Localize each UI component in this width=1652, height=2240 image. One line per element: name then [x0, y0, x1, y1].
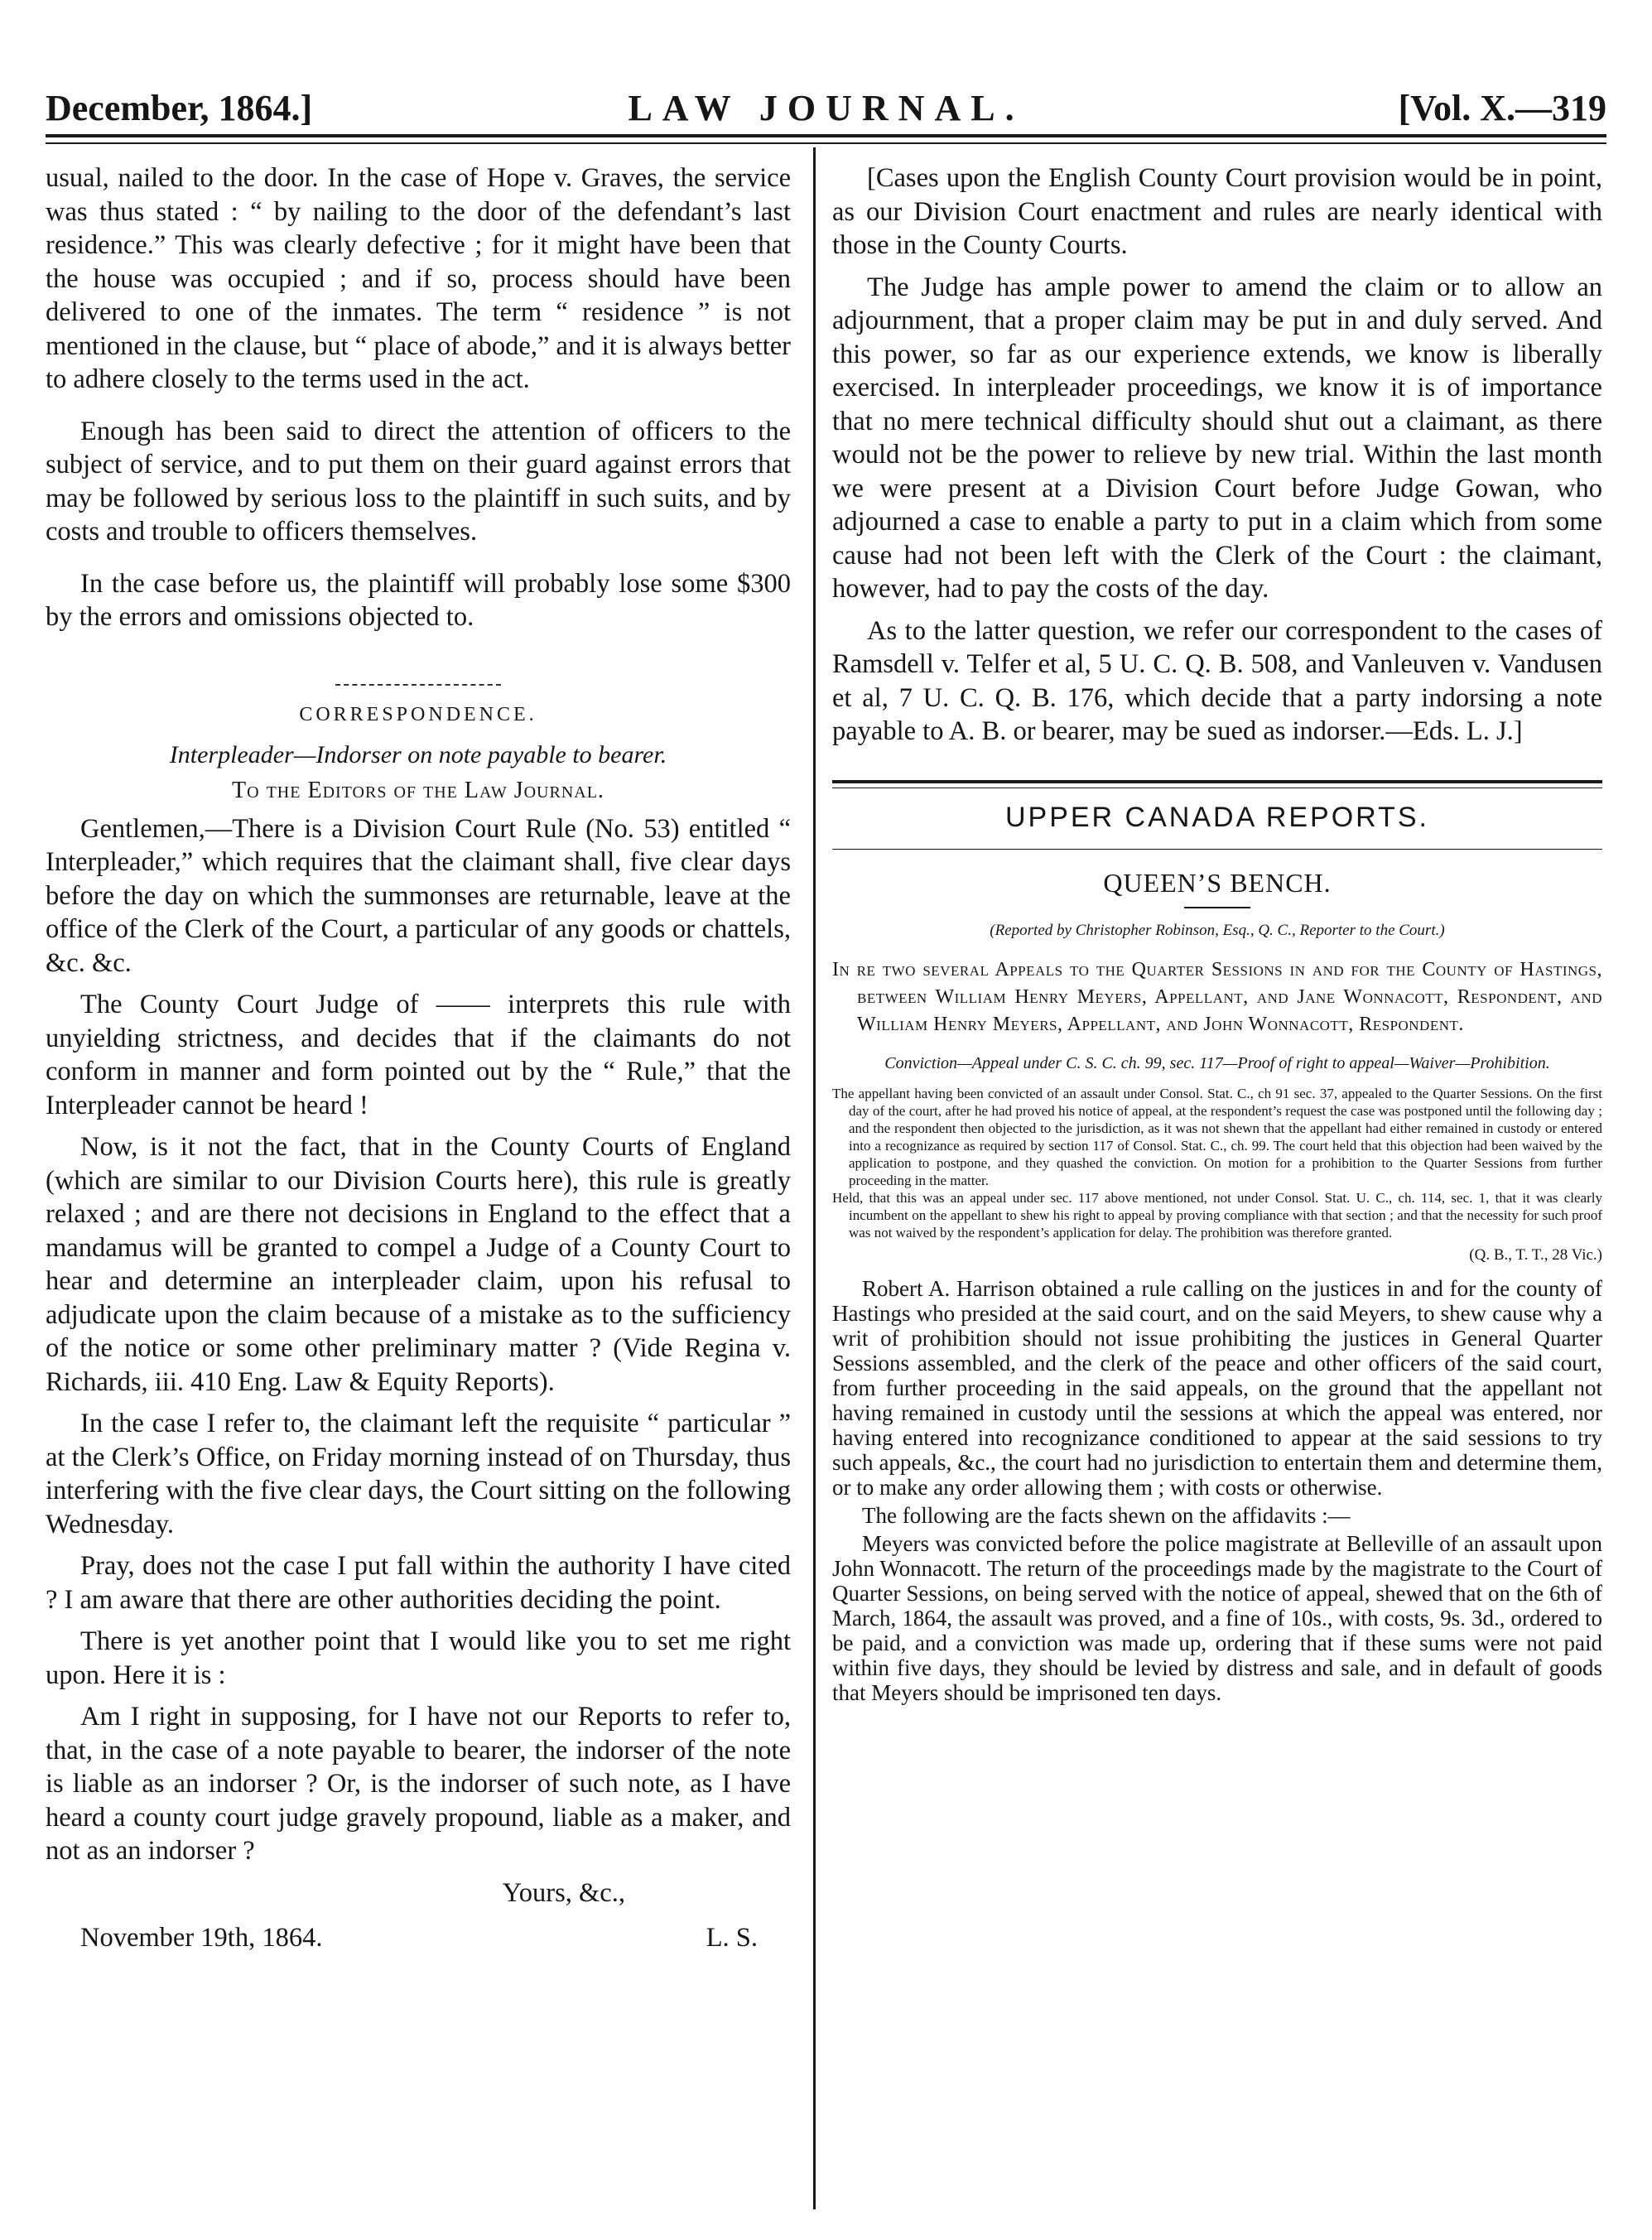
right-column — [832, 161, 1602, 1705]
headnote-paragraph: Held, that this was an appeal under sec. 117 above mentioned, not under Consol. Stat. U. C., ch. 114, sec. 1, that it was clearly incumbent on the appellant to shew his right to appeal by proving compliance with that section ; and that the necessity for such proof was not waived by the respondent’s application for delay. The prohibition was therefore granted. — [832, 1189, 1602, 1240]
letter-signoff — [46, 1921, 791, 1955]
section-title: UPPER CANADA REPORTS. — [1004, 801, 1430, 833]
report-paragraph: Robert A. Harrison obtained a rule calling on the justices in and for the county of Hastings who presided at the said court, and on the said Meyers, to shew cause why a writ of prohibition should not issue prohibiting the justices in General Quarter Sessions assembled, and the clerk of the peace and other officers of the said court, from further proceeding in the said appeals, on the ground that the appellant not having remained in custody until the sessions at which the appeal was entered, nor having entered into recognizance conditioned to appear at the said sessions to try such appeals, &c., the court had no jurisdiction to entertain them and determine them, or to make any order allowing them ; with costs or otherwise. — [832, 1275, 1602, 1500]
volume-page-number: [Vol. X.—319 — [1398, 88, 1606, 128]
section-separator — [335, 684, 501, 686]
letter-paragraph: The County Court Judge of —— interprets this rule with unyielding strictness, and decides that if the claimants do not conform in manner and form pointed out by the “ Rule,” that the Interpleader cannot be heard ! — [46, 990, 791, 1120]
letter-closing: Yours, &c., — [502, 1877, 625, 1908]
letter-paragraph: Am I right in supposing, for I have not our Reports to refer to, that, in the case of a note payable to bearer, the indorser of the note is liable as an indorser ? Or, is the indorser of such note, as I have heard a county court judge gravely propound, liable as a maker, and not as an indorser ? — [46, 1702, 791, 1866]
reporter-line: (Reported by Christopher Robinson, Esq., Q. C., Reporter to the Court.) — [990, 921, 1445, 939]
letter-paragraph: Pray, does not the case I put fall within the authority I have cited ? I am aware that there are other authorities deciding the point. — [46, 1551, 791, 1615]
report-paragraph: Meyers was convicted before the police magistrate at Belleville of an assault upon John Wonnacott. The return of the proceedings made by the magistrate to the Court of Quarter Sessions, on being served with the notice of appeal, shewed that on the 6th of March, 1864, the assault was proved, and a fine of 10s., with costs, 9s. 3d., ordered to be paid, and a conviction was made up, ordering that if these sums were not paid within five days, they should be levied by distress and sale, and in default of goods that Meyers should be imprisoned ten days. — [832, 1530, 1602, 1705]
case-subject: Conviction—Appeal under C. S. C. ch. 99, sec. 117—Proof of right to appeal—Waiver—Prohibition. — [884, 1053, 1550, 1072]
left-column — [46, 161, 791, 1955]
letter-paragraph: Now, is it not the fact, that in the County Courts of England (which are similar to our Division Courts here), this rule is greatly relaxed ; and are there not decisions in England to the effect that a mandamus will be granted to compel a Judge of a County Court to hear and determine an interpleader claim, upon his refusal to adjudicate upon the claim because of a mistake as to the sufficiency of the notice or some other preliminary matter ? (Vide Regina v. Richards, iii. 410 Eng. Law & Equity Reports). — [46, 1132, 791, 1397]
journal-title: LAW JOURNAL. — [628, 88, 1024, 128]
case-title: In re two several Appeals to the Quarter Sessions in and for the County of Hastings, between William Henry Meyers, Appellant, and Jane Wonnacott, Respondent, and William Henry Meyers, Appellant, and John Wonnacott, Respondent. — [832, 958, 1602, 1035]
headnote-paragraph: The appellant having been convicted of an assault under Consol. Stat. C., ch 91 sec. 37, appealed to the Quarter Sessions. On the first day of the court, after he had proved his notice of appeal, at the respondent’s request the case was postponed until the following day ; and the respondent then objected to the jurisdiction, as it was not shewn that the appellant had either remained in custody or entered into a recognizance as required by section 117 of Consol. Stat. C., ch. 99. The court held that this objection had been waived by the application to postpone, and they quashed the conviction. On motion for a prohibition to the Quarter Sessions from further proceeding in the matter. — [832, 1085, 1602, 1188]
section-title-rule — [832, 849, 1602, 850]
letter-paragraph: Gentlemen,—There is a Division Court Rule (No. 53) entitled “ Interpleader,” which requires that the claimant shall, five clear days before the day on which the summonses are returnable, leave at the office of the Clerk of the Court, a particular of any goods or chattels, &c. &c. — [46, 813, 791, 978]
correspondence-heading: CORRESPONDENCE. — [299, 703, 537, 725]
letter-initials: L. S. — [706, 1923, 758, 1953]
case-citation: (Q. B., T. T., 28 Vic.) — [1469, 1245, 1602, 1264]
court-heading-rule — [1184, 907, 1250, 908]
report-paragraph: The following are the facts shewn on the affidavits :— — [862, 1502, 1351, 1528]
letter-date: November 19th, 1864. — [80, 1923, 323, 1953]
letter-subject: Interpleader—Indorser on note payable to bearer. — [169, 740, 667, 768]
article-paragraph: usual, nailed to the door. In the case of Hope v. Graves, the service was thus stated : “ by nailing to the door of the defendant’s last residence.” This was clearly defective ; for it might have been that the house was occupied ; and if so, process should have been delivered to one of the inmates. The term “ residence ” is not mentioned in the clause, but “ place of abode,” and it is always better to adhere closely to the terms used in the act. — [46, 163, 791, 394]
court-heading: QUEEN’S BENCH. — [1103, 867, 1332, 898]
letter-addressee: To the Editors of the Law Journal. — [232, 777, 604, 803]
header-rule-thin — [46, 142, 1606, 144]
letter-paragraph: There is yet another point that I would like you to set me right upon. Here it is : — [46, 1626, 791, 1690]
issue-date: December, 1864.] — [46, 88, 313, 128]
article-paragraph: Enough has been said to direct the attention of officers to the subject of service, and to put them on their guard against errors that may be followed by serious loss to the plaintiff in such suits, and by costs and trouble to officers themselves. — [46, 416, 791, 547]
editors-reply-paragraph: As to the latter question, we refer our correspondent to the cases of Ramsdell v. Telfer et al, 5 U. C. Q. B. 508, and Vanleuven v. Vandusen et al, 7 U. C. Q. B. 176, which decide that a party indorsing a note payable to A. B. or bearer, may be sued as indorser.—Eds. L. J.] — [832, 615, 1602, 746]
article-paragraph: In the case before us, the plaintiff will probably lose some $300 by the errors and omissions objected to. — [46, 568, 791, 632]
section-rule-thick — [832, 780, 1602, 783]
editors-reply-paragraph: The Judge has ample power to amend the claim or to allow an adjournment, that a proper claim may be put in and duly served. And this power, so far as our experience extends, we know is liberally exercised. In interpleader proceedings, we know it is of importance that no mere technical difficulty should shut out a claimant, as there would not be the power to relieve by new trial. Within the last month we were present at a Division Court before Judge Gowan, who adjourned a case to enable a party to put in a claim which from some cause had not been left with the Clerk of the Court : the claimant, however, had to pay the costs of the day. — [832, 272, 1602, 604]
letter-paragraph: In the case I refer to, the claimant left the requisite “ particular ” at the Clerk’s Office, on Friday morning instead of on Thursday, thus interfering with the five clear days, the Court sitting on the following Wednesday. — [46, 1409, 791, 1539]
column-divider — [813, 147, 816, 2209]
editors-reply-paragraph: [Cases upon the English County Court provision would be in point, as our Division Court enactment and rules are nearly identical with those in the County Courts. — [832, 163, 1602, 260]
header-rule-thick — [46, 134, 1606, 137]
